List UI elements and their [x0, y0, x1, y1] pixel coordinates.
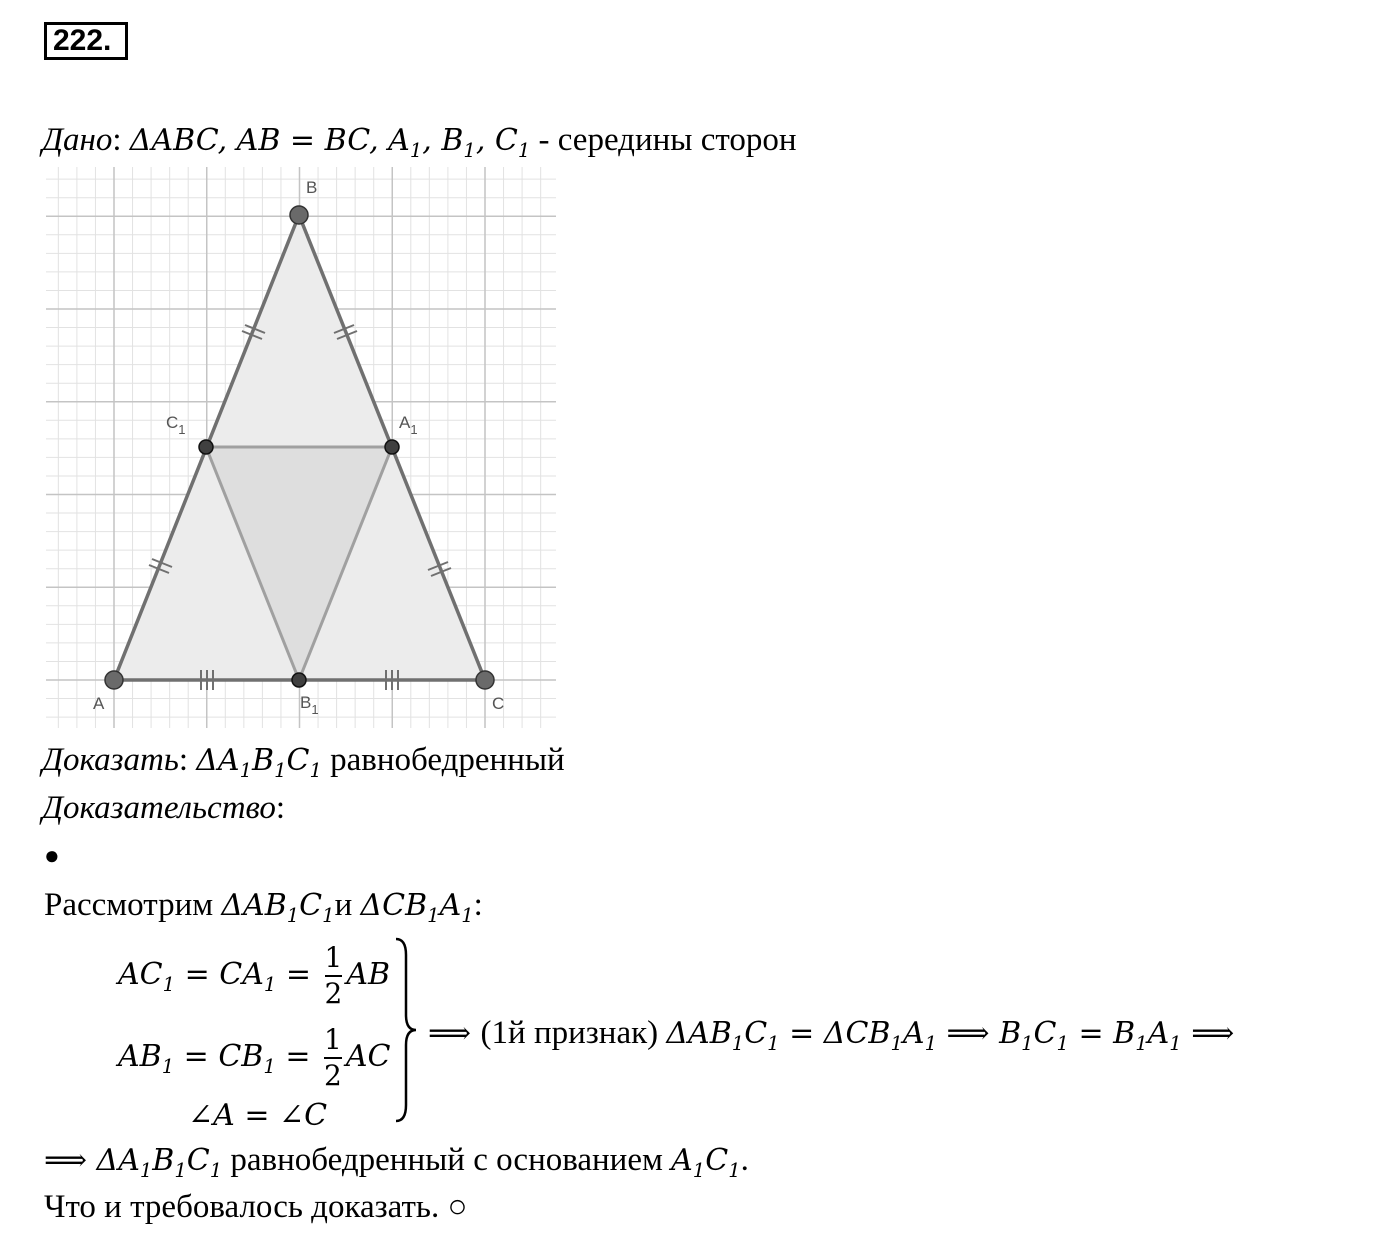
label-b1: $B_1$: [300, 693, 319, 717]
final-line: ⟹ $\Delta A_1B_1C_1$ равнобедренный с основанием $A_1C_1$.: [44, 1142, 749, 1182]
prove-label: Доказать: [42, 742, 179, 778]
proof-label: Доказательство: [42, 790, 276, 826]
conclusion-line: ⟹ (1й признак) $\Delta AB_1C_1 = \Delta CB_1A_1$ ⟹ $B_1C_1 = B_1A_1$ ⟹: [428, 1015, 1235, 1055]
bullet: ●: [44, 841, 60, 870]
point-c: [476, 671, 494, 689]
consider-line: Рассмотрим $\Delta AB_1C_1и$ $\Delta CB_1A_1$:: [44, 887, 483, 927]
given-label: Дано: [42, 122, 113, 158]
label-c1: $C_1$: [166, 413, 186, 437]
equation-2: $AB_1 = CB_1$ = $\frac{1}{2}$ AC: [118, 1023, 391, 1092]
equation-1: $AC_1 = CA_1$ = $\frac{1}{2}$ AB: [118, 941, 391, 1010]
qed-line: Что и требовалось доказать. ○: [44, 1189, 468, 1225]
given-math: ΔABC, AB = BC, $A_1$, $B_1$, $C_1$: [129, 123, 531, 162]
given-text: - середины сторон: [530, 122, 797, 158]
label-b: B: [306, 178, 318, 197]
point-a: [105, 671, 123, 689]
problem-number: 222.: [44, 22, 128, 60]
point-c1: [199, 440, 213, 454]
proof-label-line: Доказательство:: [42, 790, 286, 826]
point-a1: [385, 440, 399, 454]
label-c: C: [492, 694, 505, 713]
label-a: A: [93, 694, 105, 713]
triangle-figure: [44, 165, 559, 730]
point-b1: [292, 673, 306, 687]
given-line: Дано: ΔABC, AB = BC, $A_1$, $B_1$, $C_1$ - середины сторон: [42, 122, 797, 162]
prove-line: Доказать: $\Delta A_1B_1C_1$ равнобедренный: [42, 742, 565, 782]
point-b: [290, 206, 308, 224]
equation-3: ∠A = ∠C: [188, 1098, 328, 1133]
label-a1: $A_1$: [399, 413, 418, 437]
right-brace: [392, 935, 420, 1125]
